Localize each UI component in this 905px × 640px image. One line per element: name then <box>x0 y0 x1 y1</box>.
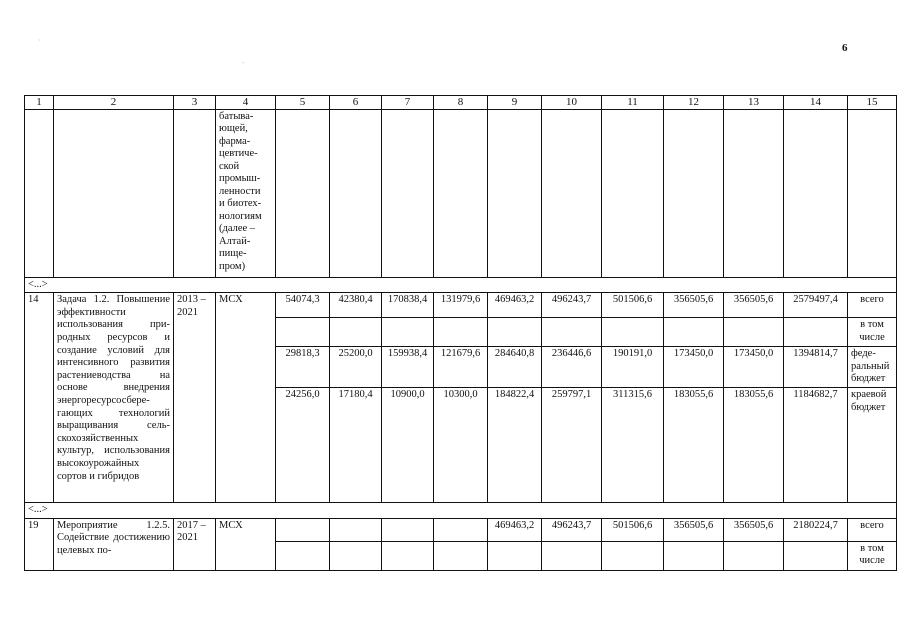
page-number: 6 <box>842 42 848 54</box>
budget-table <box>24 95 897 571</box>
task-name: Мероприятие 1.2.5. Содействие достижению целевых по- <box>54 518 174 570</box>
value-cell: 469463,2 <box>488 518 542 541</box>
column-header: 12 <box>664 96 724 110</box>
value-cell <box>784 541 848 570</box>
column-header: 5 <box>276 96 330 110</box>
value-cell <box>542 318 602 347</box>
value-cell: 236446,6 <box>542 347 602 388</box>
executor-line: цевтиче- <box>219 148 258 160</box>
table-row <box>25 293 897 318</box>
executor-line: нологиям <box>219 210 262 222</box>
row-number: 14 <box>25 293 54 503</box>
value-cell: 184822,4 <box>488 388 542 503</box>
empty-cell <box>276 109 330 277</box>
column-header: 7 <box>382 96 434 110</box>
value-cell <box>602 318 664 347</box>
ellipsis-row <box>25 503 897 519</box>
value-cell <box>434 318 488 347</box>
executor-line: батыва- <box>219 110 254 122</box>
value-cell: 356505,6 <box>664 293 724 318</box>
value-cell <box>784 318 848 347</box>
column-header: 3 <box>174 96 216 110</box>
column-header: 9 <box>488 96 542 110</box>
executor-line: фарма- <box>219 135 251 147</box>
empty-cell <box>724 109 784 277</box>
period: 2013 – 2021 <box>174 293 216 503</box>
period: 2017 – 2021 <box>174 518 216 570</box>
empty-cell <box>382 109 434 277</box>
empty-cell <box>602 109 664 277</box>
value-cell: 159938,4 <box>382 347 434 388</box>
value-cell: 356505,6 <box>664 518 724 541</box>
value-cell: 2180224,7 <box>784 518 848 541</box>
value-cell: 190191,0 <box>602 347 664 388</box>
value-cell <box>276 318 330 347</box>
empty-cell <box>25 109 54 277</box>
value-cell: 1184682,7 <box>784 388 848 503</box>
column-header: 2 <box>54 96 174 110</box>
row-number: 19 <box>25 518 54 570</box>
executor-line: (далее – <box>219 223 256 235</box>
header-row <box>25 96 897 110</box>
value-cell <box>434 518 488 541</box>
value-cell: 469463,2 <box>488 293 542 318</box>
value-cell: 170838,4 <box>382 293 434 318</box>
ellipsis-row <box>25 277 897 293</box>
funding-source-label: федеральный бюджет <box>848 347 897 388</box>
funding-source-label: всего <box>848 293 897 318</box>
value-cell <box>664 318 724 347</box>
value-cell <box>664 541 724 570</box>
value-cell: 1394814,7 <box>784 347 848 388</box>
empty-cell <box>434 109 488 277</box>
executor-line: пище- <box>219 248 247 260</box>
value-cell <box>488 318 542 347</box>
value-cell: 10900,0 <box>382 388 434 503</box>
value-cell: 356505,6 <box>724 293 784 318</box>
value-cell: 24256,0 <box>276 388 330 503</box>
column-header: 13 <box>724 96 784 110</box>
value-cell: 496243,7 <box>542 293 602 318</box>
funding-source-label: всего <box>848 518 897 541</box>
column-header: 14 <box>784 96 848 110</box>
executor-line: ющей, <box>219 123 248 135</box>
funding-source-label: краевой бюджет <box>848 388 897 503</box>
value-cell <box>276 541 330 570</box>
value-cell: 173450,0 <box>664 347 724 388</box>
value-cell <box>276 518 330 541</box>
task-name: Задача 1.2. Повышение эффективности использования природных ресурсов и создание условий для интенсивного развития растениеводства на основе внедрения энергоресурсосберегающих технологий выращивания сельскохозяйственных культур, использования высокоурожайных сортов и гибридов <box>54 293 174 503</box>
empty-cell <box>784 109 848 277</box>
executor: МСХ <box>216 518 276 570</box>
value-cell <box>434 541 488 570</box>
value-cell: 29818,3 <box>276 347 330 388</box>
value-cell: 183055,6 <box>664 388 724 503</box>
column-header: 15 <box>848 96 897 110</box>
value-cell: 2579497,4 <box>784 293 848 318</box>
executor-line: пром) <box>219 260 246 272</box>
value-cell: 131979,6 <box>434 293 488 318</box>
value-cell <box>382 518 434 541</box>
value-cell <box>542 541 602 570</box>
executor: МСХ <box>216 293 276 503</box>
executor-line: ской <box>219 160 240 172</box>
value-cell: 501506,6 <box>602 293 664 318</box>
column-header: 1 <box>25 96 54 110</box>
empty-cell <box>664 109 724 277</box>
value-cell: 17180,4 <box>330 388 382 503</box>
value-cell: 496243,7 <box>542 518 602 541</box>
value-cell <box>724 541 784 570</box>
value-cell <box>330 518 382 541</box>
column-header: 6 <box>330 96 382 110</box>
value-cell <box>724 318 784 347</box>
column-header: 8 <box>434 96 488 110</box>
ellipsis-marker: <...> <box>25 503 897 519</box>
column-header: 10 <box>542 96 602 110</box>
value-cell: 284640,8 <box>488 347 542 388</box>
value-cell: 259797,1 <box>542 388 602 503</box>
funding-source-label: в том числе <box>848 541 897 570</box>
column-header: 4 <box>216 96 276 110</box>
value-cell <box>330 318 382 347</box>
scan-mark: · <box>38 36 41 45</box>
value-cell <box>382 541 434 570</box>
scan-mark: - <box>242 58 245 67</box>
empty-cell <box>488 109 542 277</box>
funding-source-label: в том числе <box>848 318 897 347</box>
empty-cell <box>174 109 216 277</box>
executor-line: и биотех- <box>219 198 262 210</box>
executor-line: ленности <box>219 185 261 197</box>
empty-cell <box>54 109 174 277</box>
empty-cell <box>848 109 897 277</box>
executor-line: Алтай- <box>219 235 251 247</box>
value-cell: 25200,0 <box>330 347 382 388</box>
continuation-row <box>25 109 897 277</box>
value-cell <box>330 541 382 570</box>
empty-cell <box>330 109 382 277</box>
value-cell <box>382 318 434 347</box>
value-cell: 10300,0 <box>434 388 488 503</box>
value-cell: 54074,3 <box>276 293 330 318</box>
value-cell: 42380,4 <box>330 293 382 318</box>
value-cell: 183055,6 <box>724 388 784 503</box>
ellipsis-marker: <...> <box>25 277 897 293</box>
value-cell: 501506,6 <box>602 518 664 541</box>
column-header: 11 <box>602 96 664 110</box>
executor-line: промыш- <box>219 173 261 185</box>
value-cell: 173450,0 <box>724 347 784 388</box>
value-cell: 121679,6 <box>434 347 488 388</box>
value-cell: 311315,6 <box>602 388 664 503</box>
executor-continuation-cell <box>216 109 276 277</box>
table-row <box>25 518 897 541</box>
empty-cell <box>542 109 602 277</box>
value-cell <box>488 541 542 570</box>
value-cell: 356505,6 <box>724 518 784 541</box>
value-cell <box>602 541 664 570</box>
